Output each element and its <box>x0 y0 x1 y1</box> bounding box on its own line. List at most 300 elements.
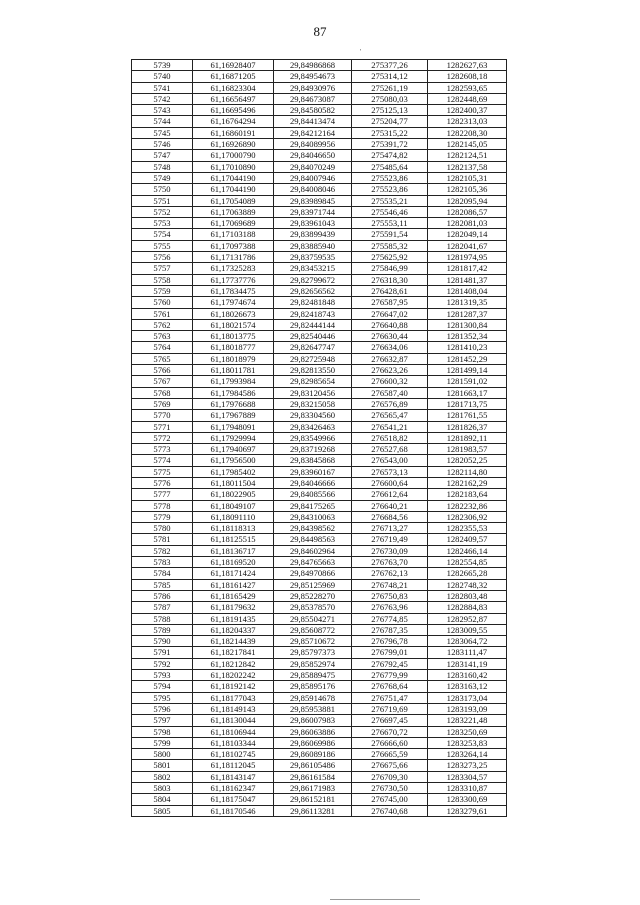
table-row <box>132 737 507 748</box>
y-coordinate-cell: 1281352,34 <box>428 331 507 342</box>
latitude-cell: 61,17967889 <box>193 410 274 421</box>
y-coordinate-cell: 1283310,87 <box>428 783 507 794</box>
x-coordinate-cell: 276565,47 <box>352 410 428 421</box>
x-coordinate-cell: 276576,89 <box>352 398 428 409</box>
table-row <box>132 263 507 274</box>
table-row <box>132 387 507 398</box>
y-coordinate-cell: 1283141,19 <box>428 658 507 669</box>
x-coordinate-cell: 275485,64 <box>352 161 428 172</box>
table-row <box>132 240 507 251</box>
y-coordinate-cell: 1282466,14 <box>428 545 507 556</box>
y-coordinate-cell: 1282105,36 <box>428 184 507 195</box>
latitude-cell: 61,18171424 <box>193 568 274 579</box>
table-row <box>132 590 507 601</box>
table-row <box>132 692 507 703</box>
table-row <box>132 105 507 116</box>
longitude-cell: 29,83885940 <box>274 240 352 251</box>
latitude-cell: 61,18179632 <box>193 602 274 613</box>
point-number-cell: 5761 <box>132 308 193 319</box>
point-number-cell: 5770 <box>132 410 193 421</box>
x-coordinate-cell: 276428,61 <box>352 285 428 296</box>
y-coordinate-cell: 1283264,14 <box>428 749 507 760</box>
y-coordinate-cell: 1282627,63 <box>428 60 507 71</box>
latitude-cell: 61,17131786 <box>193 252 274 263</box>
longitude-cell: 29,85953881 <box>274 703 352 714</box>
point-number-cell: 5747 <box>132 150 193 161</box>
y-coordinate-cell: 1281408,04 <box>428 285 507 296</box>
longitude-cell: 29,84765663 <box>274 557 352 568</box>
latitude-cell: 61,17948091 <box>193 421 274 432</box>
latitude-cell: 61,18021574 <box>193 319 274 330</box>
y-coordinate-cell: 1282355,53 <box>428 523 507 534</box>
point-number-cell: 5759 <box>132 285 193 296</box>
bottom-rule <box>330 899 420 900</box>
point-number-cell: 5754 <box>132 229 193 240</box>
latitude-cell: 61,18212842 <box>193 658 274 669</box>
latitude-cell: 61,18217841 <box>193 647 274 658</box>
x-coordinate-cell: 275846,99 <box>352 263 428 274</box>
x-coordinate-cell: 276318,30 <box>352 274 428 285</box>
y-coordinate-cell: 1281983,57 <box>428 444 507 455</box>
longitude-cell: 29,83453215 <box>274 263 352 274</box>
y-coordinate-cell: 1282114,80 <box>428 466 507 477</box>
point-number-cell: 5803 <box>132 783 193 794</box>
latitude-cell: 61,16871205 <box>193 71 274 82</box>
latitude-cell: 61,17984586 <box>193 387 274 398</box>
y-coordinate-cell: 1282208,30 <box>428 127 507 138</box>
latitude-cell: 61,18136717 <box>193 545 274 556</box>
x-coordinate-cell: 276573,13 <box>352 466 428 477</box>
x-coordinate-cell: 276730,50 <box>352 783 428 794</box>
point-number-cell: 5785 <box>132 579 193 590</box>
y-coordinate-cell: 1282041,67 <box>428 240 507 251</box>
table-row <box>132 71 507 82</box>
x-coordinate-cell: 275204,77 <box>352 116 428 127</box>
latitude-cell: 61,18165429 <box>193 590 274 601</box>
point-number-cell: 5781 <box>132 534 193 545</box>
latitude-cell: 61,18214439 <box>193 636 274 647</box>
table-row <box>132 613 507 624</box>
latitude-cell: 61,17000790 <box>193 150 274 161</box>
table-row <box>132 534 507 545</box>
x-coordinate-cell: 275553,11 <box>352 218 428 229</box>
table-row <box>132 783 507 794</box>
point-number-cell: 5758 <box>132 274 193 285</box>
point-number-cell: 5795 <box>132 692 193 703</box>
latitude-cell: 61,18022905 <box>193 489 274 500</box>
point-number-cell: 5749 <box>132 172 193 183</box>
y-coordinate-cell: 1282952,87 <box>428 613 507 624</box>
x-coordinate-cell: 276623,26 <box>352 365 428 376</box>
latitude-cell: 61,17103188 <box>193 229 274 240</box>
y-coordinate-cell: 1281974,95 <box>428 252 507 263</box>
latitude-cell: 61,16695496 <box>193 105 274 116</box>
latitude-cell: 61,17956500 <box>193 455 274 466</box>
y-coordinate-cell: 1282124,51 <box>428 150 507 161</box>
point-number-cell: 5774 <box>132 455 193 466</box>
latitude-cell: 61,18162347 <box>193 783 274 794</box>
table-row <box>132 500 507 511</box>
x-coordinate-cell: 276750,83 <box>352 590 428 601</box>
longitude-cell: 29,83719268 <box>274 444 352 455</box>
table-row <box>132 93 507 104</box>
latitude-cell: 61,16823304 <box>193 82 274 93</box>
point-number-cell: 5739 <box>132 60 193 71</box>
x-coordinate-cell: 276518,82 <box>352 432 428 443</box>
longitude-cell: 29,82418743 <box>274 308 352 319</box>
y-coordinate-cell: 1282665,28 <box>428 568 507 579</box>
table-row <box>132 624 507 635</box>
table-row <box>132 285 507 296</box>
x-coordinate-cell: 275377,26 <box>352 60 428 71</box>
latitude-cell: 61,18191435 <box>193 613 274 624</box>
x-coordinate-cell: 275080,03 <box>352 93 428 104</box>
latitude-cell: 61,18049107 <box>193 500 274 511</box>
x-coordinate-cell: 275535,21 <box>352 195 428 206</box>
table-row <box>132 319 507 330</box>
x-coordinate-cell: 276745,00 <box>352 794 428 805</box>
point-number-cell: 5800 <box>132 749 193 760</box>
point-number-cell: 5793 <box>132 670 193 681</box>
x-coordinate-cell: 275585,32 <box>352 240 428 251</box>
point-number-cell: 5771 <box>132 421 193 432</box>
page-mark: ' <box>360 48 362 56</box>
y-coordinate-cell: 1282554,85 <box>428 557 507 568</box>
latitude-cell: 61,18130044 <box>193 715 274 726</box>
table-row <box>132 410 507 421</box>
point-number-cell: 5744 <box>132 116 193 127</box>
table-row <box>132 252 507 263</box>
longitude-cell: 29,83845868 <box>274 455 352 466</box>
longitude-cell: 29,84046666 <box>274 477 352 488</box>
x-coordinate-cell: 276751,47 <box>352 692 428 703</box>
latitude-cell: 61,16656497 <box>193 93 274 104</box>
latitude-cell: 61,16926890 <box>193 139 274 150</box>
x-coordinate-cell: 276713,27 <box>352 523 428 534</box>
x-coordinate-cell: 276587,40 <box>352 387 428 398</box>
x-coordinate-cell: 276719,49 <box>352 534 428 545</box>
table-row <box>132 161 507 172</box>
y-coordinate-cell: 1283273,25 <box>428 760 507 771</box>
x-coordinate-cell: 276697,45 <box>352 715 428 726</box>
y-coordinate-cell: 1282049,14 <box>428 229 507 240</box>
longitude-cell: 29,83899439 <box>274 229 352 240</box>
latitude-cell: 61,17044190 <box>193 172 274 183</box>
table-row <box>132 195 507 206</box>
longitude-cell: 29,83961043 <box>274 218 352 229</box>
longitude-cell: 29,83215058 <box>274 398 352 409</box>
latitude-cell: 61,18170546 <box>193 805 274 816</box>
table-row <box>132 681 507 692</box>
point-number-cell: 5801 <box>132 760 193 771</box>
y-coordinate-cell: 1283160,42 <box>428 670 507 681</box>
longitude-cell: 29,84398562 <box>274 523 352 534</box>
table-row <box>132 466 507 477</box>
x-coordinate-cell: 276527,68 <box>352 444 428 455</box>
table-row <box>132 365 507 376</box>
table-row <box>132 116 507 127</box>
point-number-cell: 5765 <box>132 353 193 364</box>
latitude-cell: 61,18112045 <box>193 760 274 771</box>
y-coordinate-cell: 1282081,03 <box>428 218 507 229</box>
x-coordinate-cell: 275546,46 <box>352 206 428 217</box>
longitude-cell: 29,84085566 <box>274 489 352 500</box>
table-row <box>132 523 507 534</box>
table-row <box>132 636 507 647</box>
latitude-cell: 61,18118313 <box>193 523 274 534</box>
latitude-cell: 61,17063889 <box>193 206 274 217</box>
x-coordinate-cell: 275315,22 <box>352 127 428 138</box>
x-coordinate-cell: 276640,88 <box>352 319 428 330</box>
point-number-cell: 5768 <box>132 387 193 398</box>
y-coordinate-cell: 1281287,37 <box>428 308 507 319</box>
x-coordinate-cell: 275523,86 <box>352 172 428 183</box>
table-row <box>132 658 507 669</box>
table-row <box>132 726 507 737</box>
table-row <box>132 229 507 240</box>
point-number-cell: 5791 <box>132 647 193 658</box>
coordinates-table <box>131 59 507 817</box>
x-coordinate-cell: 276799,01 <box>352 647 428 658</box>
point-number-cell: 5783 <box>132 557 193 568</box>
y-coordinate-cell: 1283279,61 <box>428 805 507 816</box>
y-coordinate-cell: 1282803,48 <box>428 590 507 601</box>
longitude-cell: 29,86063886 <box>274 726 352 737</box>
table-row <box>132 489 507 500</box>
table-row <box>132 274 507 285</box>
table-row <box>132 353 507 364</box>
table-row <box>132 749 507 760</box>
table-row <box>132 477 507 488</box>
point-number-cell: 5763 <box>132 331 193 342</box>
point-number-cell: 5777 <box>132 489 193 500</box>
point-number-cell: 5762 <box>132 319 193 330</box>
point-number-cell: 5756 <box>132 252 193 263</box>
point-number-cell: 5788 <box>132 613 193 624</box>
x-coordinate-cell: 276600,32 <box>352 376 428 387</box>
y-coordinate-cell: 1282409,57 <box>428 534 507 545</box>
y-coordinate-cell: 1283173,04 <box>428 692 507 703</box>
longitude-cell: 29,85889475 <box>274 670 352 681</box>
longitude-cell: 29,86105486 <box>274 760 352 771</box>
x-coordinate-cell: 276630,44 <box>352 331 428 342</box>
latitude-cell: 61,17985402 <box>193 466 274 477</box>
x-coordinate-cell: 276587,95 <box>352 297 428 308</box>
table-row <box>132 206 507 217</box>
longitude-cell: 29,83549966 <box>274 432 352 443</box>
y-coordinate-cell: 1282105,31 <box>428 172 507 183</box>
point-number-cell: 5751 <box>132 195 193 206</box>
longitude-cell: 29,84413474 <box>274 116 352 127</box>
table-row <box>132 376 507 387</box>
table-row <box>132 421 507 432</box>
y-coordinate-cell: 1282593,65 <box>428 82 507 93</box>
point-number-cell: 5798 <box>132 726 193 737</box>
point-number-cell: 5786 <box>132 590 193 601</box>
y-coordinate-cell: 1283163,12 <box>428 681 507 692</box>
table-row <box>132 184 507 195</box>
point-number-cell: 5779 <box>132 511 193 522</box>
x-coordinate-cell: 276684,56 <box>352 511 428 522</box>
latitude-cell: 61,18149143 <box>193 703 274 714</box>
y-coordinate-cell: 1281713,75 <box>428 398 507 409</box>
longitude-cell: 29,85914678 <box>274 692 352 703</box>
longitude-cell: 29,82444144 <box>274 319 352 330</box>
x-coordinate-cell: 276792,45 <box>352 658 428 669</box>
latitude-cell: 61,18102745 <box>193 749 274 760</box>
point-number-cell: 5787 <box>132 602 193 613</box>
x-coordinate-cell: 276730,09 <box>352 545 428 556</box>
table-row <box>132 331 507 342</box>
longitude-cell: 29,86161584 <box>274 771 352 782</box>
table-row <box>132 568 507 579</box>
x-coordinate-cell: 276796,78 <box>352 636 428 647</box>
longitude-cell: 29,84175265 <box>274 500 352 511</box>
x-coordinate-cell: 275391,72 <box>352 139 428 150</box>
longitude-cell: 29,86069986 <box>274 737 352 748</box>
point-number-cell: 5804 <box>132 794 193 805</box>
point-number-cell: 5772 <box>132 432 193 443</box>
point-number-cell: 5755 <box>132 240 193 251</box>
latitude-cell: 61,17929994 <box>193 432 274 443</box>
table-row <box>132 172 507 183</box>
point-number-cell: 5799 <box>132 737 193 748</box>
latitude-cell: 61,18169520 <box>193 557 274 568</box>
table-row <box>132 432 507 443</box>
table-row <box>132 703 507 714</box>
longitude-cell: 29,86152181 <box>274 794 352 805</box>
longitude-cell: 29,84580582 <box>274 105 352 116</box>
y-coordinate-cell: 1281663,17 <box>428 387 507 398</box>
longitude-cell: 29,83120456 <box>274 387 352 398</box>
latitude-cell: 61,18091110 <box>193 511 274 522</box>
latitude-cell: 61,18125515 <box>193 534 274 545</box>
y-coordinate-cell: 1281452,29 <box>428 353 507 364</box>
point-number-cell: 5805 <box>132 805 193 816</box>
x-coordinate-cell: 275261,19 <box>352 82 428 93</box>
x-coordinate-cell: 276666,60 <box>352 737 428 748</box>
longitude-cell: 29,86007983 <box>274 715 352 726</box>
longitude-cell: 29,82656562 <box>274 285 352 296</box>
table-row <box>132 342 507 353</box>
latitude-cell: 61,17834475 <box>193 285 274 296</box>
x-coordinate-cell: 276787,35 <box>352 624 428 635</box>
latitude-cell: 61,17974674 <box>193 297 274 308</box>
latitude-cell: 61,18204337 <box>193 624 274 635</box>
table-row <box>132 139 507 150</box>
latitude-cell: 61,17940697 <box>193 444 274 455</box>
latitude-cell: 61,18103344 <box>193 737 274 748</box>
point-number-cell: 5790 <box>132 636 193 647</box>
latitude-cell: 61,16764294 <box>193 116 274 127</box>
x-coordinate-cell: 276670,72 <box>352 726 428 737</box>
y-coordinate-cell: 1282884,83 <box>428 602 507 613</box>
point-number-cell: 5741 <box>132 82 193 93</box>
x-coordinate-cell: 276541,21 <box>352 421 428 432</box>
x-coordinate-cell: 276748,21 <box>352 579 428 590</box>
point-number-cell: 5782 <box>132 545 193 556</box>
latitude-cell: 61,18192142 <box>193 681 274 692</box>
longitude-cell: 29,84970866 <box>274 568 352 579</box>
x-coordinate-cell: 276763,96 <box>352 602 428 613</box>
longitude-cell: 29,84498563 <box>274 534 352 545</box>
longitude-cell: 29,85797373 <box>274 647 352 658</box>
latitude-cell: 61,17044190 <box>193 184 274 195</box>
latitude-cell: 61,17993984 <box>193 376 274 387</box>
longitude-cell: 29,83426463 <box>274 421 352 432</box>
table-row <box>132 557 507 568</box>
longitude-cell: 29,84008046 <box>274 184 352 195</box>
point-number-cell: 5778 <box>132 500 193 511</box>
y-coordinate-cell: 1281892,11 <box>428 432 507 443</box>
latitude-cell: 61,16928407 <box>193 60 274 71</box>
y-coordinate-cell: 1282306,92 <box>428 511 507 522</box>
latitude-cell: 61,18175047 <box>193 794 274 805</box>
table-row <box>132 805 507 816</box>
point-number-cell: 5780 <box>132 523 193 534</box>
table-row <box>132 82 507 93</box>
y-coordinate-cell: 1282448,69 <box>428 93 507 104</box>
longitude-cell: 29,83989845 <box>274 195 352 206</box>
longitude-cell: 29,86171983 <box>274 783 352 794</box>
point-number-cell: 5773 <box>132 444 193 455</box>
point-number-cell: 5802 <box>132 771 193 782</box>
longitude-cell: 29,83960167 <box>274 466 352 477</box>
point-number-cell: 5752 <box>132 206 193 217</box>
longitude-cell: 29,84954673 <box>274 71 352 82</box>
longitude-cell: 29,85710672 <box>274 636 352 647</box>
y-coordinate-cell: 1282748,32 <box>428 579 507 590</box>
table-row <box>132 579 507 590</box>
longitude-cell: 29,84089956 <box>274 139 352 150</box>
y-coordinate-cell: 1282608,18 <box>428 71 507 82</box>
latitude-cell: 61,17097388 <box>193 240 274 251</box>
point-number-cell: 5797 <box>132 715 193 726</box>
y-coordinate-cell: 1282086,57 <box>428 206 507 217</box>
longitude-cell: 29,84212164 <box>274 127 352 138</box>
y-coordinate-cell: 1283304,57 <box>428 771 507 782</box>
y-coordinate-cell: 1281826,37 <box>428 421 507 432</box>
longitude-cell: 29,85608772 <box>274 624 352 635</box>
longitude-cell: 29,82813550 <box>274 365 352 376</box>
x-coordinate-cell: 276779,99 <box>352 670 428 681</box>
latitude-cell: 61,18011504 <box>193 477 274 488</box>
longitude-cell: 29,86113281 <box>274 805 352 816</box>
x-coordinate-cell: 276719,69 <box>352 703 428 714</box>
y-coordinate-cell: 1281817,42 <box>428 263 507 274</box>
latitude-cell: 61,18011781 <box>193 365 274 376</box>
x-coordinate-cell: 275625,92 <box>352 252 428 263</box>
latitude-cell: 61,18161427 <box>193 579 274 590</box>
x-coordinate-cell: 276665,59 <box>352 749 428 760</box>
longitude-cell: 29,85895176 <box>274 681 352 692</box>
x-coordinate-cell: 275523,86 <box>352 184 428 195</box>
latitude-cell: 61,17737776 <box>193 274 274 285</box>
longitude-cell: 29,84070249 <box>274 161 352 172</box>
point-number-cell: 5757 <box>132 263 193 274</box>
x-coordinate-cell: 276675,66 <box>352 760 428 771</box>
point-number-cell: 5794 <box>132 681 193 692</box>
longitude-cell: 29,84310063 <box>274 511 352 522</box>
y-coordinate-cell: 1283250,69 <box>428 726 507 737</box>
x-coordinate-cell: 276632,87 <box>352 353 428 364</box>
y-coordinate-cell: 1283221,48 <box>428 715 507 726</box>
latitude-cell: 61,17054089 <box>193 195 274 206</box>
table-row <box>132 511 507 522</box>
x-coordinate-cell: 276600,64 <box>352 477 428 488</box>
y-coordinate-cell: 1283300,69 <box>428 794 507 805</box>
y-coordinate-cell: 1283253,83 <box>428 737 507 748</box>
